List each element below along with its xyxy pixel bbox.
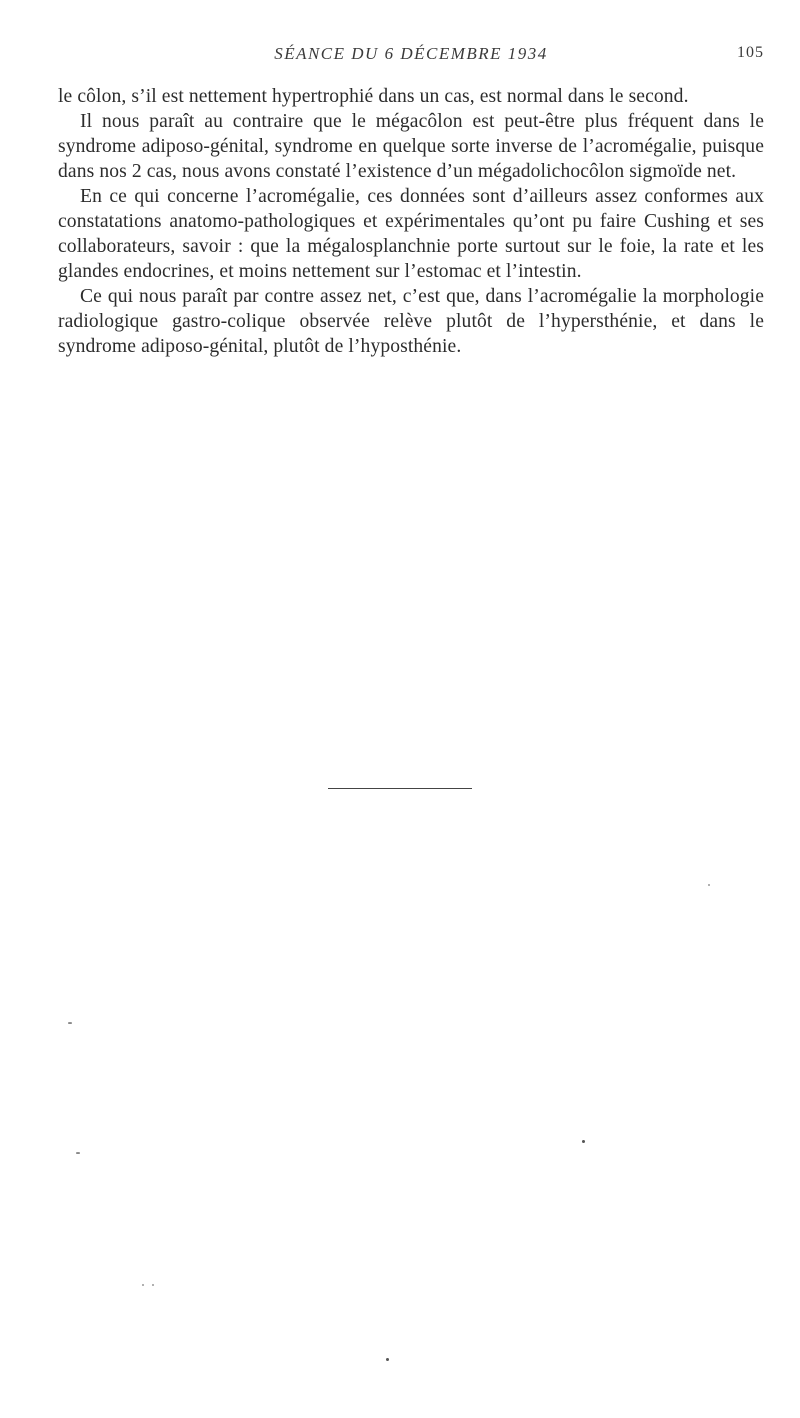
scan-speck <box>152 1284 154 1286</box>
paragraph-megacolon: Il nous paraît au contraire que le mégacôlon est peut-être plus fréquent dans le syndrome adiposo-génital, syndrome en quelque sorte inverse de l’acromégalie, puisque dans nos 2 cas, nous avons constaté l’existence d’un mégadolichocôlon sigmoïde net. <box>58 111 764 182</box>
scan-speck <box>582 1140 585 1143</box>
section-separator-rule <box>328 788 472 789</box>
page-number: 105 <box>737 44 764 61</box>
scan-speck <box>708 884 710 886</box>
paragraph-conclusion: Ce qui nous paraît par contre assez net, c’est que, dans l’acromégalie la morphologie radiologique gastro-colique observée relève plutôt de l’hypersthénie, et dans le syndrome adiposo-génital, plutôt de l’hyposthénie. <box>58 286 764 357</box>
paragraph-acromegaly: En ce qui concerne l’acromégalie, ces données sont d’ailleurs assez conformes aux constatations anatomo-pathologiques et expérimentales qu’ont pu faire Cushing et ses collaborateurs, savoir : que la mégalosplanchnie porte surtout sur le foie, la rate et les glandes endocrines, et moins nettement sur l’estomac et l’intestin. <box>58 186 764 282</box>
scan-speck <box>68 1022 72 1024</box>
scan-speck <box>386 1358 389 1361</box>
paragraph-continuation: le côlon, s’il est nettement hypertrophié dans un cas, est normal dans le second. <box>58 86 689 107</box>
running-title: SÉANCE DU 6 DÉCEMBRE 1934 <box>274 44 548 63</box>
scan-speck <box>76 1152 80 1154</box>
body-text <box>58 84 764 359</box>
running-head <box>58 44 764 70</box>
scan-speck <box>142 1284 144 1286</box>
